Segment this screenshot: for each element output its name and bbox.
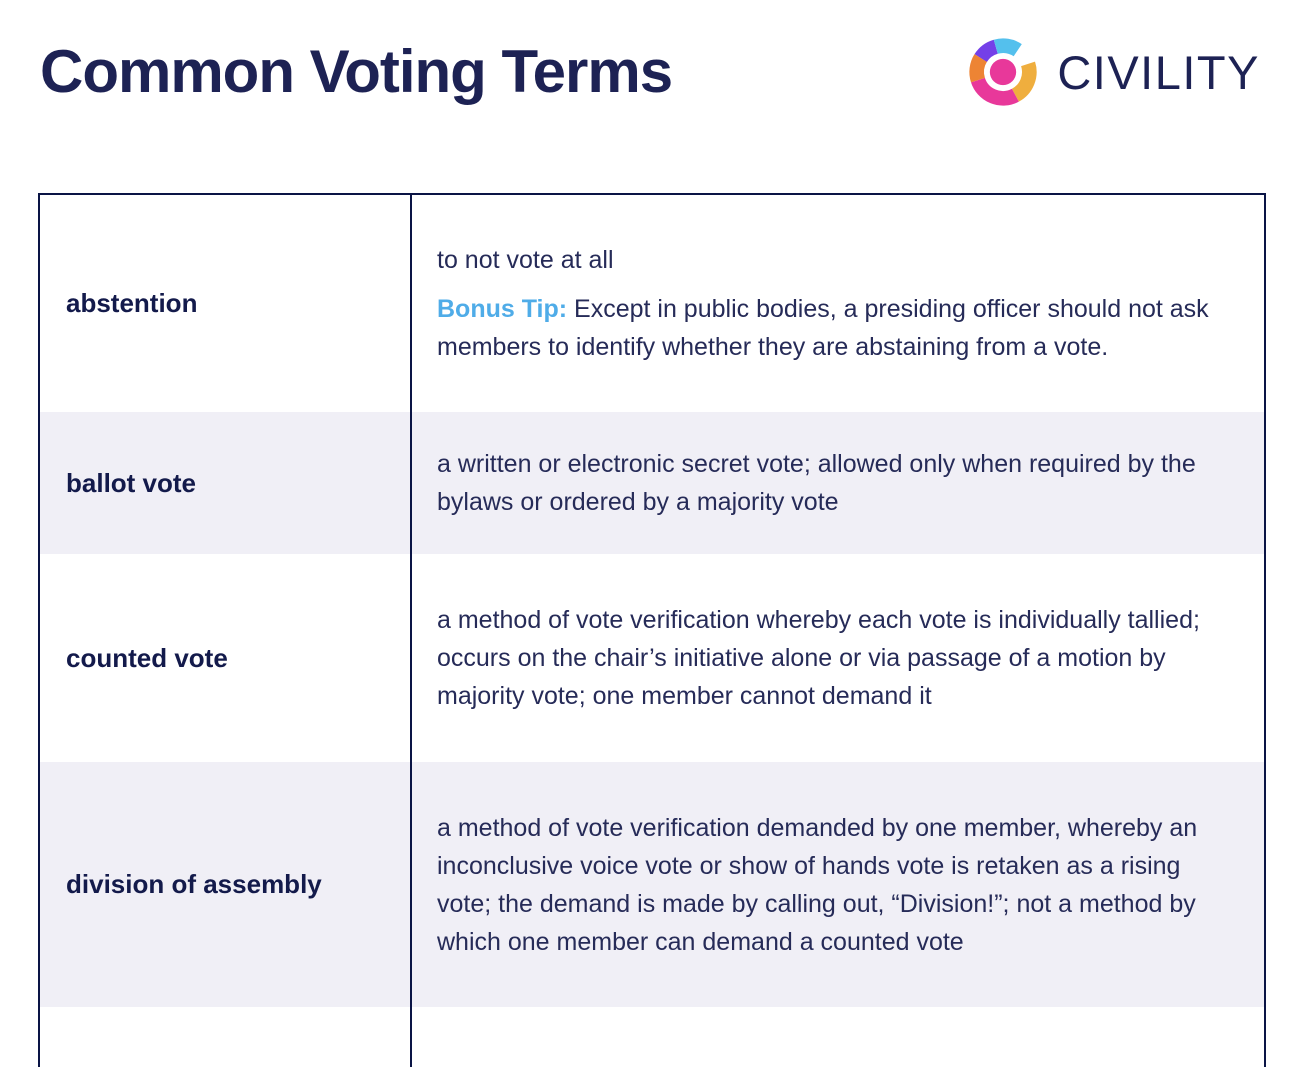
- term-cell: [40, 554, 412, 762]
- term-label: counted vote: [66, 642, 228, 673]
- definition-text: a method of vote verification demanded by one member, whereby an inconclusive voice vote or show of hands vote is retaken as a rising vote; the demand is made by calling out, “Division!”; not a method by which one member can demand a counted vote: [437, 813, 1198, 956]
- definition-text: a written or electronic secret vote; allowed only when required by the bylaws or ordered by a majority vote: [437, 450, 1196, 516]
- brand-name: CIVILITY: [1057, 45, 1260, 99]
- term-label: abstention: [66, 288, 198, 318]
- table-row: [40, 412, 1264, 554]
- bonus-tip-text: Except in public bodies, a presiding officer should not ask members to identify whether they are abstaining from a vote.: [437, 295, 1209, 361]
- glossary-table: [38, 193, 1266, 1067]
- page-header: [40, 32, 1260, 112]
- table-row-cutoff: [40, 1007, 1264, 1067]
- table-row: [40, 762, 1264, 1007]
- term-label: ballot vote: [66, 467, 197, 498]
- brand-logo: [964, 33, 1260, 111]
- definition-cell: [412, 195, 1264, 412]
- term-cell: [40, 412, 412, 554]
- definition-cell: [412, 762, 1264, 1007]
- bonus-tip: [437, 290, 1234, 366]
- page-title: Common Voting Terms: [40, 38, 673, 105]
- term-cell: [40, 1007, 412, 1067]
- definition-text: a method of vote verification whereby each vote is individually tallied; occurs on the chair’s initiative alone or via passage of a motion by majority vote; one member cannot demand it: [437, 606, 1200, 710]
- term-cell: [40, 195, 412, 412]
- definition-cell: [412, 412, 1264, 554]
- bonus-tip-label: Bonus Tip:: [437, 295, 568, 323]
- table-row: [40, 195, 1264, 412]
- civility-donut-icon: [964, 33, 1042, 111]
- table-row: [40, 554, 1264, 762]
- definition-text: to not vote at all: [437, 246, 614, 274]
- definition-cell: [412, 1007, 1264, 1067]
- definition-cell: [412, 554, 1264, 762]
- term-label: division of assembly: [66, 869, 322, 899]
- term-cell: [40, 762, 412, 1007]
